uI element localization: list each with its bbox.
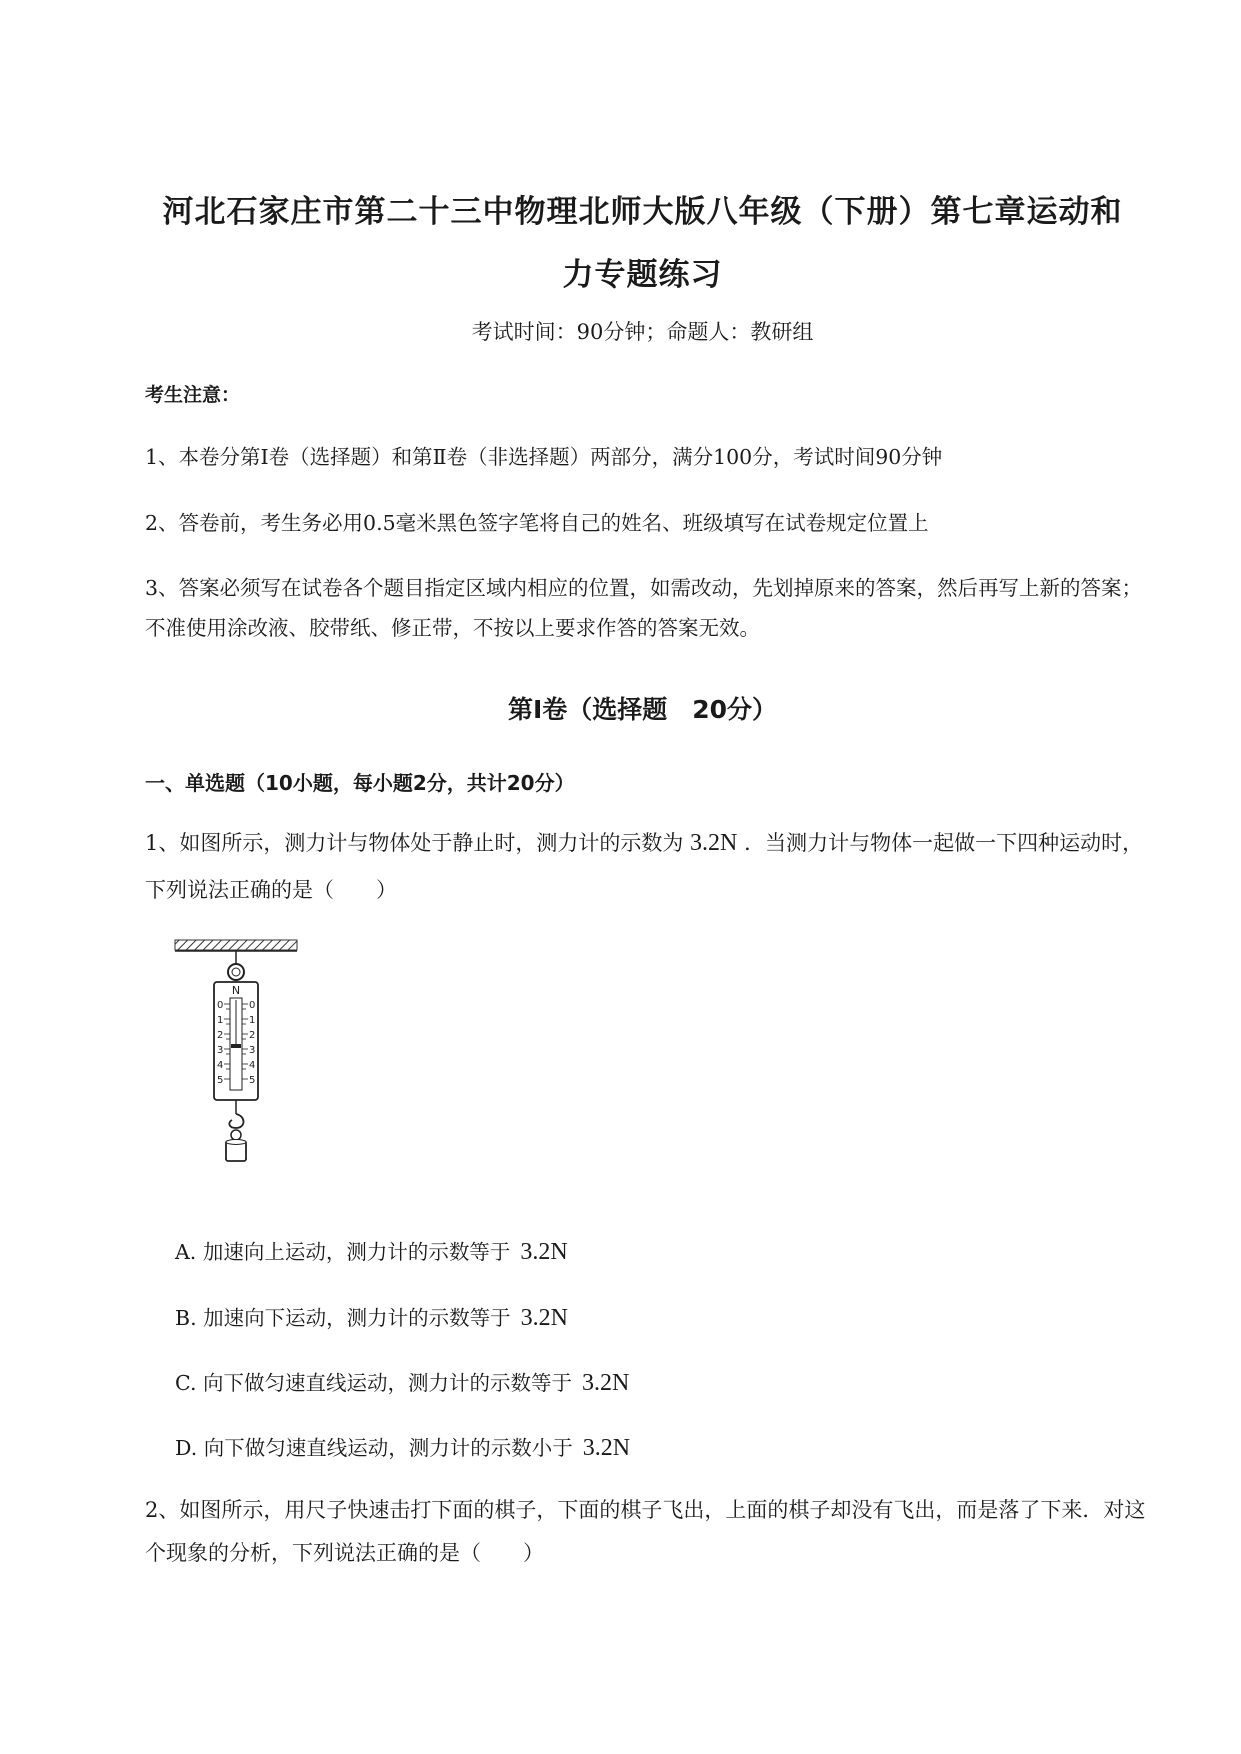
- question-1-text-a: 1、如图所示，测力计与物体处于静止时，测力计的示数为: [145, 831, 684, 855]
- weight-ring: [231, 1130, 241, 1140]
- scale-left-label: 2: [217, 1030, 224, 1041]
- notice-label: 考生注意：: [145, 384, 241, 406]
- option-a-text: A. 加速向上运动，测力计的示数等于: [175, 1240, 511, 1264]
- scale-right-label: 5: [249, 1075, 256, 1086]
- exam-title-line-1: 河北石家庄市第二十三中物理北师大版八年级（下册）第七章运动和: [162, 194, 1123, 230]
- option-b-text: B. 加速向下运动，测力计的示数等于: [175, 1306, 511, 1330]
- question-1-value: 3.2N: [690, 830, 738, 856]
- question-2: 2、如图所示，用尺子快速击打下面的棋子，下面的棋子飞出，上面的棋子却没有飞出，而是落了下来．对这个现象的分析，下列说法正确的是（ ）: [145, 1498, 1146, 1565]
- scale-left-label: 3: [217, 1045, 224, 1056]
- scale-left-label: 4: [217, 1060, 224, 1071]
- ceiling-hatch: [175, 940, 297, 950]
- scale-left-label: 1: [217, 1015, 224, 1026]
- option-b: [175, 1301, 568, 1332]
- option-c-text: C. 向下做匀速直线运动，测力计的示数等于: [175, 1371, 572, 1395]
- scale-left-label: 5: [217, 1075, 224, 1086]
- option-a-value: 3.2N: [520, 1239, 568, 1265]
- option-b-value: 3.2N: [520, 1305, 568, 1331]
- scale-left-label: 0: [217, 1000, 224, 1011]
- hook: [229, 1114, 243, 1128]
- question-1-text-b: ．当测力计与物体一起做一下四种运动时，下列说法正确的是（ ）: [145, 831, 1144, 902]
- option-d: [175, 1431, 630, 1462]
- scale-right-label: 2: [249, 1030, 256, 1041]
- question-1: [145, 820, 1155, 914]
- spring-scale-figure: [172, 938, 302, 1188]
- part-title: 一、单选题（10小题，每小题2分，共计20分）: [145, 771, 575, 795]
- scale-right-label: 3: [249, 1045, 256, 1056]
- scale-pointer: [231, 1044, 241, 1048]
- scale-right-label: 1: [249, 1015, 256, 1026]
- scale-right-label: 4: [249, 1060, 256, 1071]
- option-c-value: 3.2N: [582, 1370, 630, 1396]
- option-c: [175, 1366, 629, 1397]
- option-a: [175, 1235, 568, 1266]
- notice-item-2: 2、答卷前，考生务必用0.5毫米黑色签字笔将自己的姓名、班级填写在试卷规定位置上: [145, 511, 929, 535]
- scale-unit-label: N: [231, 984, 241, 997]
- option-d-text: D. 向下做匀速直线运动，测力计的示数小于: [175, 1436, 573, 1460]
- section-title: 第Ⅰ卷（选择题 20分）: [507, 695, 778, 724]
- exam-subtitle: 考试时间：90分钟；命题人：教研组: [471, 320, 814, 344]
- notice-item-3: 3、答案必须写在试卷各个题目指定区域内相应的位置，如需改动，先划掉原来的答案，然后再写上新的答案；不准使用涂改液、胶带纸、修正带，不按以上要求作答的答案无效。: [145, 576, 1143, 640]
- top-ring: [228, 964, 244, 980]
- exam-title-line-2: 力专题练习: [562, 257, 723, 293]
- notice-item-1: 1、本卷分第Ⅰ卷（选择题）和第Ⅱ卷（非选择题）两部分，满分100分，考试时间90分钟: [145, 445, 943, 469]
- option-d-value: 3.2N: [582, 1435, 631, 1461]
- scale-right-label: 0: [249, 1000, 256, 1011]
